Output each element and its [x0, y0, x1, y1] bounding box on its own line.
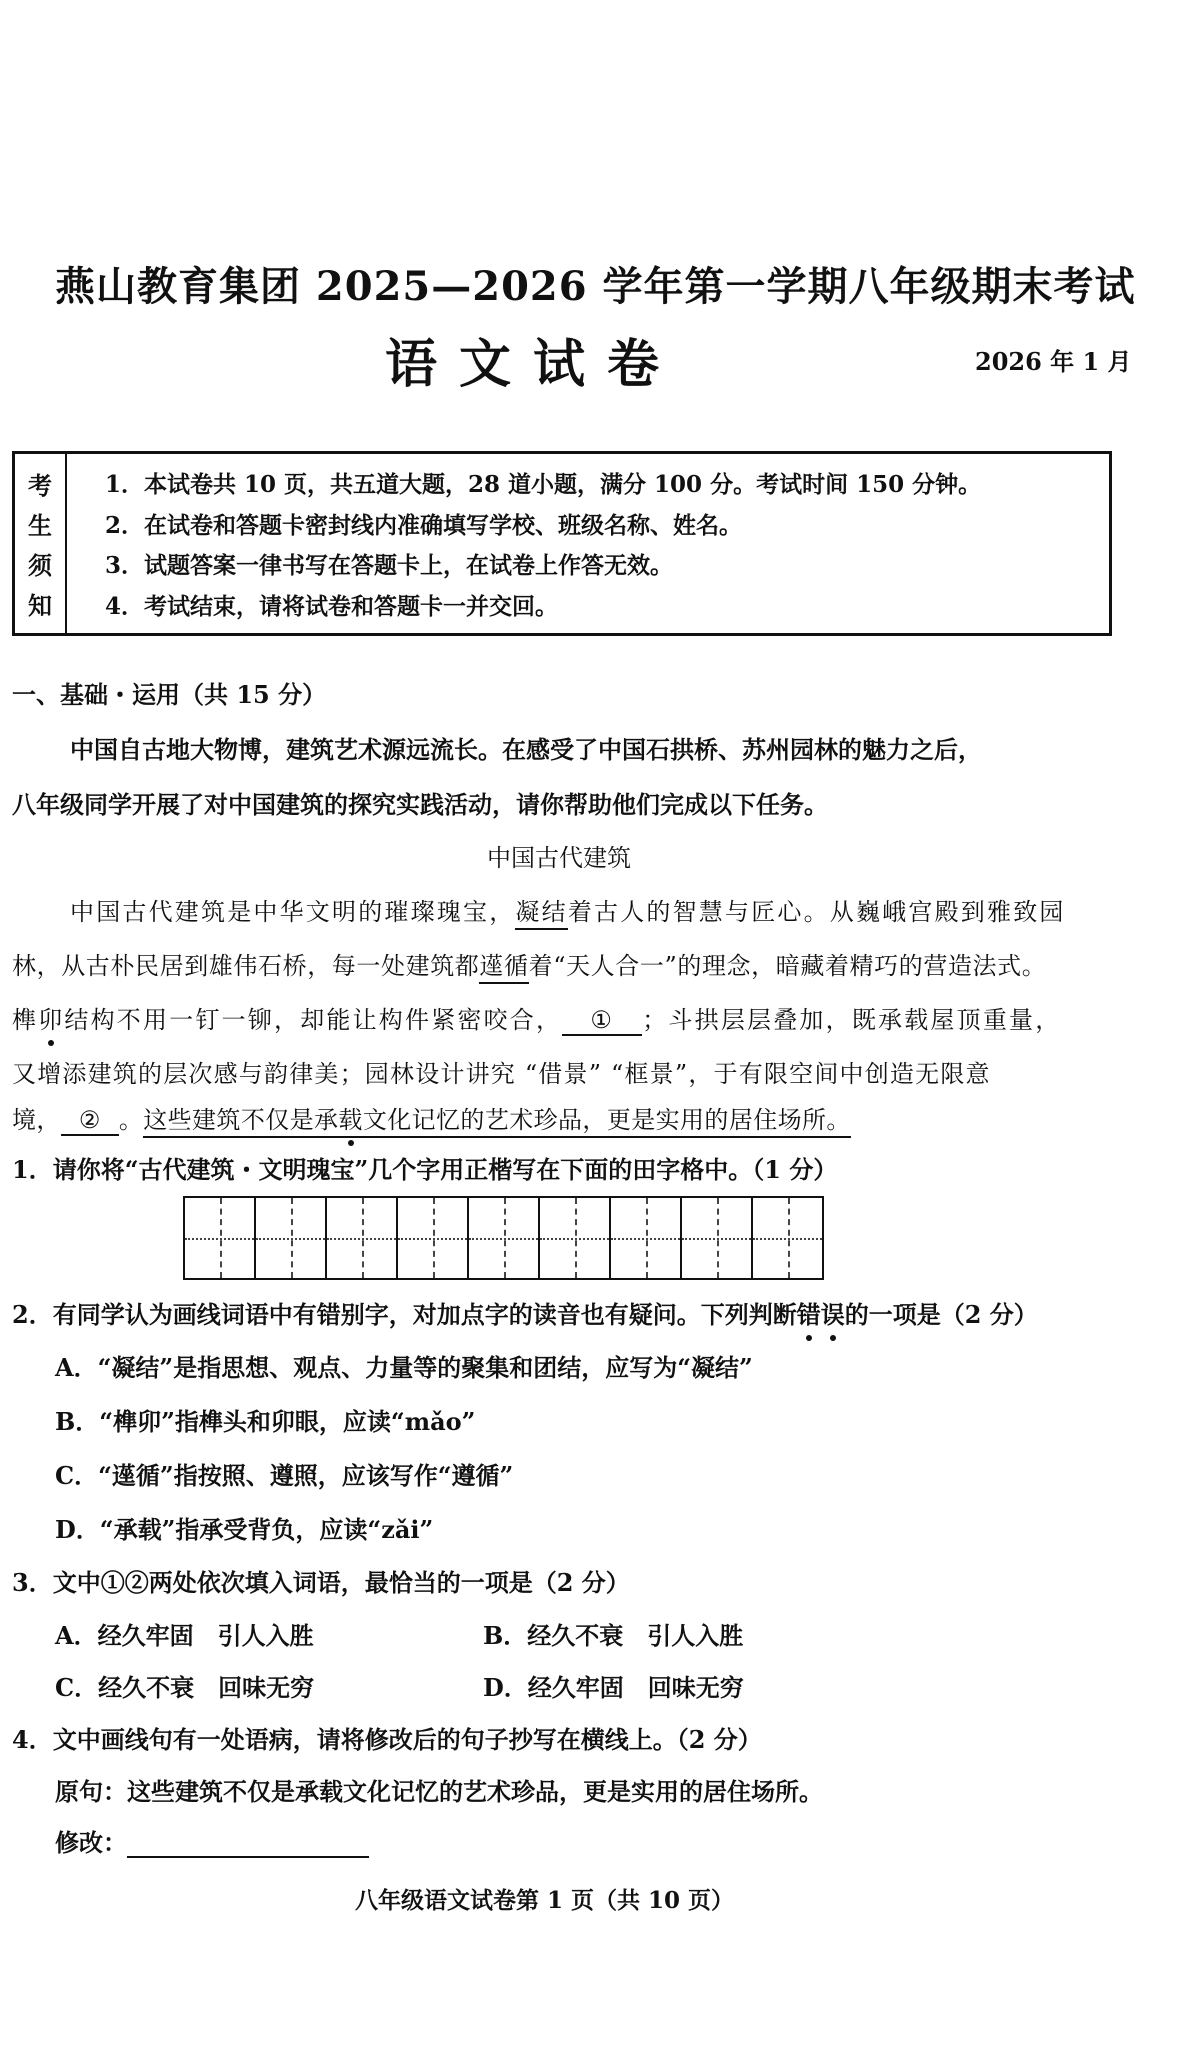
dotted-char: 载: [338, 1106, 363, 1134]
section-heading: 一、基础・运用（共 15 分）: [12, 680, 327, 709]
dotted-char: 卯: [38, 1006, 65, 1034]
underlined-sentence: [143, 1106, 851, 1138]
grid-cell[interactable]: [398, 1198, 469, 1278]
grid-cell[interactable]: [185, 1198, 256, 1278]
q4-revise: [55, 1823, 369, 1858]
passage-text: 境，: [12, 1106, 61, 1134]
grid-cell[interactable]: [256, 1198, 327, 1278]
grid-cell[interactable]: [469, 1198, 540, 1278]
sentence-text: 文化记忆的艺术珍品，更是实用的居住场所。: [362, 1106, 851, 1134]
exam-subtitle: 语文试卷: [385, 334, 682, 395]
grid-cell[interactable]: [682, 1198, 753, 1278]
notice-item: 3．试题答案一律书写在答题卡上，在试卷上作答无效。: [105, 552, 674, 580]
sentence-text: 这些建筑不仅是承: [143, 1106, 339, 1134]
q3-option-c: C．经久不衰 回味无穷: [55, 1673, 315, 1702]
intro-line: 中国自古地大物博，建筑艺术源远流长。在感受了中国石拱桥、苏州园林的魅力之后，: [70, 735, 982, 764]
grid-cell[interactable]: [327, 1198, 398, 1278]
q2-option-b: B．“榫卯”指榫头和卯眼，应读“mǎo”: [55, 1407, 476, 1436]
notice-item: 2．在试卷和答题卡密封线内准确填写学校、班级名称、姓名。: [105, 511, 743, 539]
tianzige-grid[interactable]: [183, 1196, 824, 1280]
passage-title: 中国古代建筑: [487, 844, 631, 872]
passage-line: [12, 1100, 851, 1136]
notice-label-char: 知: [28, 590, 52, 620]
notice-label-char: 生: [28, 511, 52, 541]
passage-text: 结构不用一钉一铆，却能让构件紧密咬合，: [64, 1006, 563, 1034]
passage-text: 着“天人合一”的理念，暗藏着精巧的营造法式。: [528, 952, 1047, 980]
q4-original: [55, 1772, 823, 1807]
q3-option-b: B．经久不衰 引人入胜: [483, 1621, 744, 1650]
question-text: 2．有同学认为画线词语中有错别字，对加点字的读音也有疑问。下列判断: [12, 1300, 797, 1329]
passage-line: [12, 946, 1046, 981]
page-footer: 八年级语文试卷第 1 页（共 10 页）: [355, 1887, 735, 1914]
passage-text: 榫: [12, 1006, 39, 1034]
notice-label: [15, 454, 67, 633]
grid-cell[interactable]: [753, 1198, 824, 1278]
underlined-word: 凝结: [515, 898, 567, 930]
grid-cell[interactable]: [611, 1198, 682, 1278]
notice-label-char: 须: [28, 550, 52, 580]
passage-text: ；斗拱层层叠加，既承载屋顶重量，: [642, 1006, 1062, 1034]
grid-cell[interactable]: [540, 1198, 611, 1278]
passage-text: 。: [118, 1106, 144, 1134]
question-1: 1．请你将“古代建筑・文明瑰宝”几个字用正楷写在下面的田字格中。（1 分）: [12, 1155, 838, 1184]
question-3: 3．文中①②两处依次填入词语，最恰当的一项是（2 分）: [12, 1568, 630, 1597]
passage-line: 又增添建筑的层次感与韵律美；园林设计讲究 “借景” “框景”，于有限空间中创造无限意: [12, 1060, 991, 1088]
q2-option-c: C．“遳循”指按照、遵照，应该写作“遵循”: [55, 1461, 514, 1490]
original-label: 原句：: [55, 1777, 127, 1806]
question-text: 的一项是（2 分）: [844, 1300, 1038, 1329]
passage-line: [70, 892, 1066, 927]
underlined-word: 遳循: [479, 952, 528, 984]
notice-item: 4．考试结束，请将试卷和答题卡一并交回。: [105, 593, 559, 621]
revise-label: 修改：: [55, 1828, 127, 1857]
exam-date: 2026 年 1 月: [975, 347, 1132, 376]
passage-text: 林，从古朴民居到雄伟石桥，每一处建筑都: [12, 952, 480, 980]
original-sentence: 这些建筑不仅是承载文化记忆的艺术珍品，更是实用的居住场所。: [127, 1777, 823, 1806]
notice-item: 1．本试卷共 10 页，共五道大题，28 道小题，满分 100 分。考试时间 150 分钟。: [105, 470, 982, 498]
dotted-char: 错: [796, 1300, 821, 1329]
question-4: 4．文中画线句有一处语病，请将修改后的句子抄写在横线上。（2 分）: [12, 1725, 762, 1754]
intro-line: 八年级同学开展了对中国建筑的探究实践活动，请你帮助他们完成以下任务。: [12, 790, 828, 819]
candidate-notice-box: [12, 451, 1112, 636]
q3-option-a: A．经久牢固 引人入胜: [55, 1621, 314, 1650]
passage-text: 着古人的智慧与匠心。从巍峨宫殿到雅致园: [567, 898, 1066, 926]
question-2: [12, 1295, 1038, 1330]
passage-text: 中国古代建筑是中华文明的璀璨瑰宝，: [70, 898, 516, 926]
notice-items: [67, 454, 1109, 633]
passage-line: [12, 1000, 1061, 1036]
exam-title: 燕山教育集团 2025—2026 学年第一学期八年级期末考试: [55, 263, 1136, 310]
dotted-char: 误: [820, 1300, 845, 1329]
revise-answer-line[interactable]: [127, 1830, 369, 1858]
q3-option-d: D．经久牢固 回味无穷: [483, 1673, 744, 1702]
fill-blank-1: ①: [562, 1006, 642, 1036]
notice-label-char: 考: [28, 471, 52, 501]
fill-blank-2: ②: [61, 1106, 119, 1136]
q2-option-a: A．“凝结”是指思想、观点、力量等的聚集和团结，应写为“凝结”: [55, 1353, 753, 1382]
q2-option-d: D．“承载”指承受背负，应读“zǎi”: [55, 1515, 434, 1544]
